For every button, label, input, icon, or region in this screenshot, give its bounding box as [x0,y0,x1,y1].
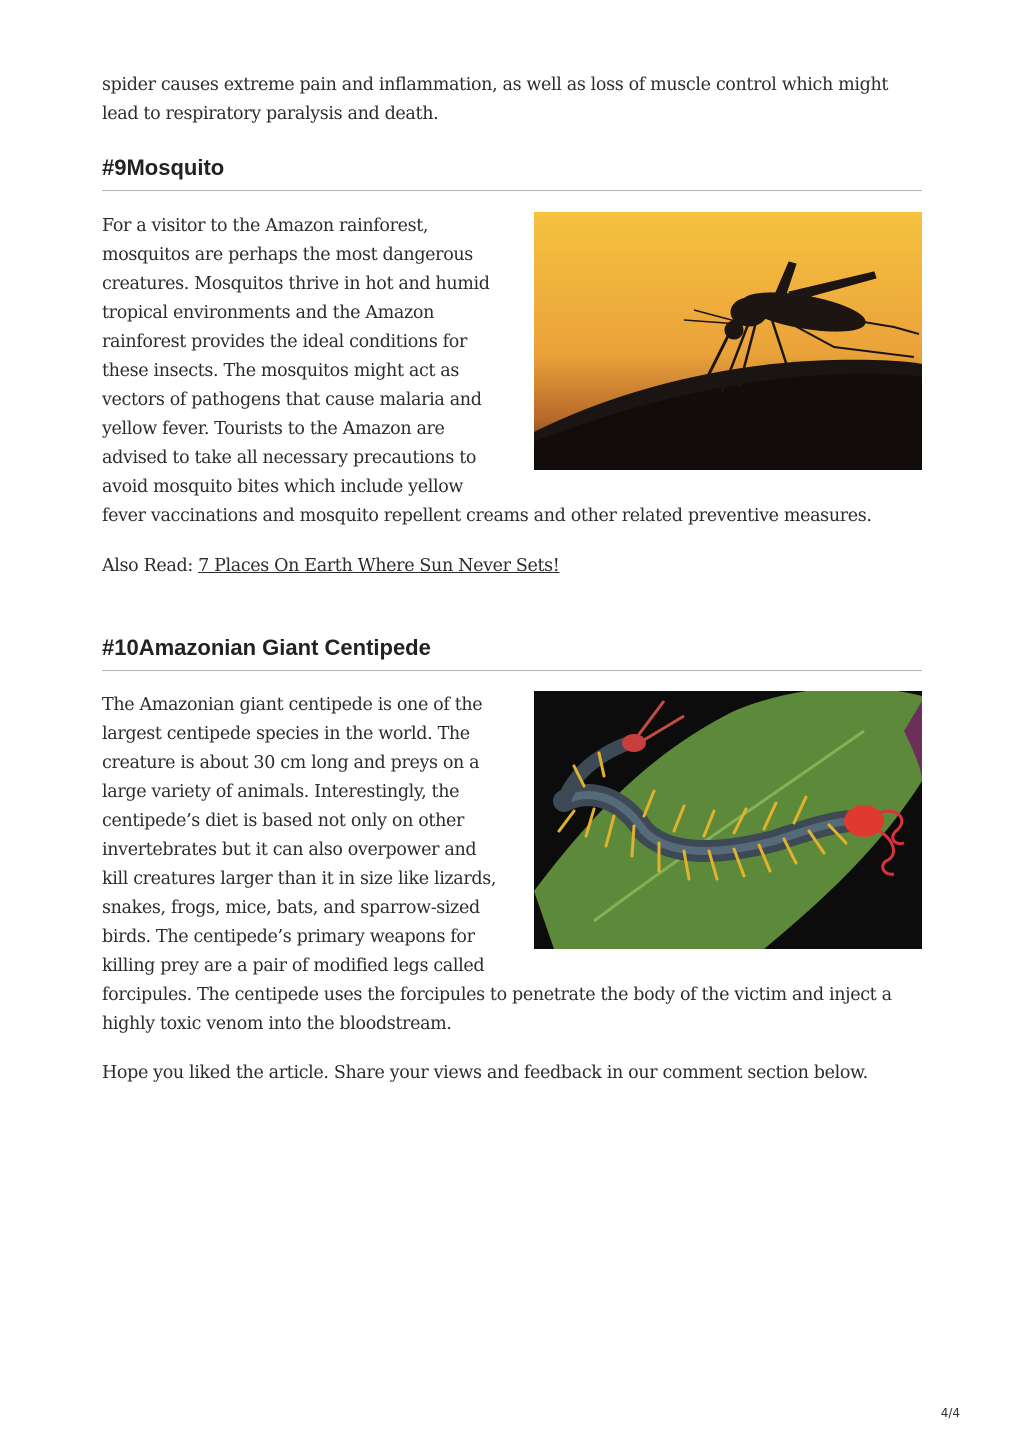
also-read-line [102,552,922,581]
section-centipede [102,691,922,1088]
centipede-image [534,691,922,949]
also-read-link[interactable]: 7 Places On Earth Where Sun Never Sets! [198,556,560,576]
also-read-prefix: Also Read: [102,556,199,576]
mosquito-image [534,212,922,470]
mosquito-paragraph: For a visitor to the Amazon rainforest, mosquitos are perhaps the most dangerous creatures. Mosquitos thrive in hot and humid tropical environments and the Amazon rainforest provides the ideal conditions for these insects. The mosquitos might act as vectors of pathogens that cause malaria and yellow fever. Tourists to the Amazon are advised to take all necessary precautions to avoid mosquito bites which include yellow fever vaccinations and mosquito repellent creams and other related preventive measures. [102,216,872,526]
page-number: 4/4 [940,1406,960,1420]
section-mosquito [102,212,922,581]
intro-paragraph: spider causes extreme pain and inflammation, as well as loss of muscle control which might lead to respiratory paralysis and death. [102,75,889,124]
mosquito-photo-icon [534,212,922,470]
closing-paragraph: Hope you liked the article. Share your views and feedback in our comment section below. [102,1063,868,1083]
section-heading-centipede: #10Amazonian Giant Centipede [102,635,922,671]
centipede-photo-icon [534,691,922,949]
centipede-paragraph: The Amazonian giant centipede is one of the largest centipede species in the world. The creature is about 30 cm long and preys on a large variety of animals. Interestingly, the centipede’s diet is based not only on other invertebrates but it can also overpower and kill creatures larger than it in size like lizards, snakes, frogs, mice, bats, and sparrow-sized birds. The centipede’s primary weapons for killing prey are a pair of modified legs called forcipules. The centipede uses the forcipules to penetrate the body of the victim and inject a highly toxic venom into the bloodstream. [102,695,892,1034]
section-heading-mosquito: #9Mosquito [102,155,922,191]
